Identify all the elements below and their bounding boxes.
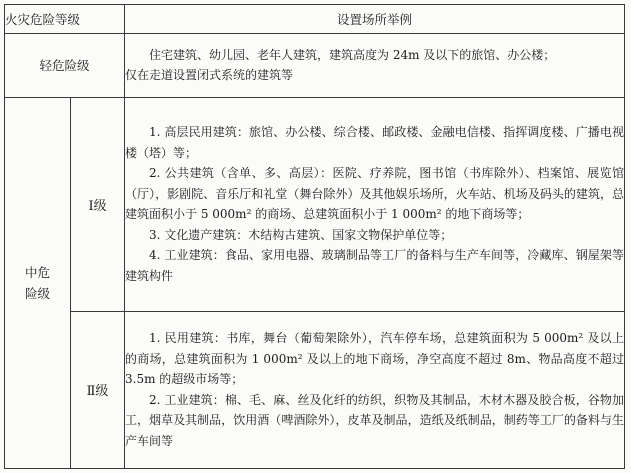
grade-1-item-2: 2. 公共建筑（含单、多、高层）：医院、疗养院，图书馆（书库除外）、档案馆、展览馆（厅），影剧院、音乐厅和礼堂（舞台除外）及其他娱乐场所，火车站、机场及码头的建筑，总建筑面积小于 5 000m² 的商场、总建筑面积小于 1 000m² 的地下商场等； (125, 166, 624, 222)
light-hazard-examples (125, 34, 625, 97)
medium-hazard-label-line-1: 中危 (24, 264, 50, 280)
grade-2-item-1: 1. 民用建筑：书库，舞台（葡萄架除外），汽车停车场，总建筑面积为 5 000m² 及以上的商场，总建筑面积为 1 000m² 及以上的地下商场，净空高度不超过 8m、物品高度不超过 3.5m 的超级市场等； (125, 331, 624, 387)
header-example-places: 设置场所举例 (125, 5, 625, 34)
grade-1-label: Ⅰ级 (71, 97, 125, 311)
table-row-medium-grade-2 (5, 311, 625, 468)
grade-2-item-2: 2. 工业建筑：棉、毛、麻、丝及化纤的纺织，织物及其制品，木材木器及胶合板，谷物加工，烟草及其制品，饮用酒（啤酒除外），皮革及制品，造纸及纸制品，制药等工厂的备料与生产车间等 (125, 392, 624, 448)
light-hazard-line-1: 住宅建筑、幼儿园、老年人建筑，建筑高度为 24m 及以下的旅馆、办公楼； (149, 47, 556, 62)
grade-1-item-1: 1. 高层民用建筑：旅馆、办公楼、综合楼、邮政楼、金融电信楼、指挥调度楼、广播电视楼（塔）等； (125, 125, 624, 160)
grade-1-item-4: 4. 工业建筑：食品、家用电器、玻璃制品等工厂的备料与生产车间等，冷藏库、钢屋架等建筑构件 (125, 248, 624, 283)
light-hazard-label: 轻危险级 (5, 34, 125, 97)
fire-hazard-table (4, 4, 625, 469)
grade-2-examples (125, 311, 625, 468)
light-hazard-line-2: 仅在走道设置闭式系统的建筑等 (125, 68, 294, 83)
medium-hazard-label-line-2: 险级 (24, 285, 50, 301)
medium-hazard-label (5, 97, 71, 468)
table-row-medium-grade-1 (5, 97, 625, 311)
grade-1-examples (125, 97, 625, 311)
header-hazard-level: 火灾危险等级 (5, 5, 125, 34)
grade-1-item-3: 3. 文化遗产建筑：木结构古建筑、国家文物保护单位等； (149, 227, 453, 242)
grade-2-label: Ⅱ级 (71, 311, 125, 468)
header-row (5, 5, 625, 34)
table-row-light-hazard (5, 34, 625, 97)
